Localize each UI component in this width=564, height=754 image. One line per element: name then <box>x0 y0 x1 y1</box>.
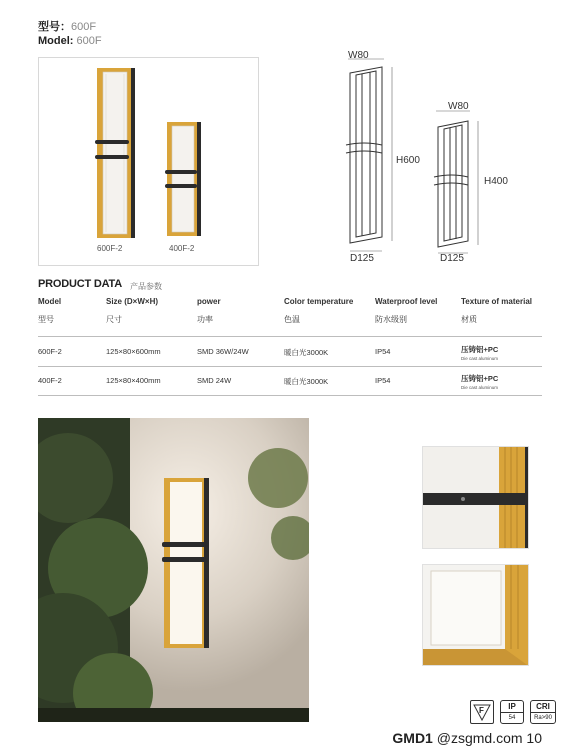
detail-band-illustration <box>423 447 529 549</box>
col-header-material-cn: 材质 <box>461 315 477 324</box>
lamp-large-diffuser <box>103 72 127 234</box>
detail-corner-illustration <box>423 565 529 666</box>
row2-size: 125×80×400mm <box>106 376 161 385</box>
lamp-600f-2 <box>95 68 135 238</box>
model-cn-line: 型号：600F <box>38 21 97 33</box>
footer-site: @zsgmd.com <box>436 730 523 746</box>
table-divider-header <box>38 336 542 337</box>
col-header-color-temp: Color temperature <box>284 297 354 306</box>
lamp-small-diffuser <box>172 126 194 232</box>
row2-color-temp: 暖白光3000K <box>284 377 329 386</box>
product-lamps-illustration <box>39 58 258 265</box>
technical-drawings <box>330 45 530 260</box>
row1-power: SMD 36W/24W <box>197 347 249 356</box>
row1-size: 125×80×600mm <box>106 347 161 356</box>
dim-d125-small: D125 <box>440 253 464 264</box>
drawing-small <box>434 111 478 253</box>
detail-photo-band <box>422 446 529 549</box>
detail-photo-corner <box>422 564 529 666</box>
col-header-model: Model <box>38 297 62 306</box>
product-data-subtitle: 产品参数 <box>130 282 162 291</box>
product-data-title: PRODUCT DATA <box>38 278 122 290</box>
row2-waterproof: IP54 <box>375 376 391 385</box>
lamp-large-band-bottom <box>95 155 129 159</box>
page-number: 10 <box>526 730 542 746</box>
dim-h400: H400 <box>484 176 508 187</box>
dim-d125-large: D125 <box>350 253 374 264</box>
product-image-frame <box>38 57 259 266</box>
col-header-power: power <box>197 297 221 306</box>
col-header-waterproof: Waterproof level <box>375 297 438 306</box>
ip-badge: IP 54 <box>500 700 524 724</box>
row2-power: SMD 24W <box>197 376 232 385</box>
drawing-large <box>346 59 392 251</box>
lamp-400f-2 <box>165 122 201 236</box>
caption-400f-2: 400F-2 <box>169 244 195 253</box>
col-header-size: Size (D×W×H) <box>106 297 159 306</box>
page-footer <box>392 730 542 746</box>
lamp-small-band-top <box>165 170 197 174</box>
row1-waterproof: IP54 <box>375 347 391 356</box>
footer-brand: GMD1 <box>392 730 433 746</box>
caption-600f-2: 600F-2 <box>97 244 123 253</box>
lamp-small-band-bottom <box>165 184 197 188</box>
row2-material: 压铸铝+PC Die cast aluminum <box>461 374 499 390</box>
col-header-waterproof-cn: 防水级别 <box>375 315 407 324</box>
row1-model: 600F-2 <box>38 347 62 356</box>
col-header-model-cn: 型号 <box>38 315 54 324</box>
row2-model: 400F-2 <box>38 376 62 385</box>
dim-w80-small: W80 <box>448 101 469 112</box>
col-header-size-cn: 尺寸 <box>106 315 122 324</box>
table-divider-row1 <box>38 366 542 367</box>
table-divider-row2 <box>38 395 542 396</box>
col-header-power-cn: 功率 <box>197 315 213 324</box>
lamp-large-band-top <box>95 140 129 144</box>
model-en-line: Model: 600F <box>38 35 102 47</box>
lifestyle-photo <box>38 418 309 722</box>
cri-badge: CRI Ra>90 <box>530 700 556 724</box>
col-header-material: Texture of material <box>461 297 532 306</box>
lifestyle-photo-illustration <box>38 418 309 722</box>
dim-w80-large: W80 <box>348 50 369 61</box>
col-header-color-temp-cn: 色温 <box>284 315 300 324</box>
dim-h600: H600 <box>396 155 420 166</box>
model-header <box>38 20 102 48</box>
f-mark-badge: F <box>470 700 494 724</box>
row1-material: 压铸铝+PC Die cast aluminum <box>461 345 499 361</box>
row1-color-temp: 暖白光3000K <box>284 348 329 357</box>
